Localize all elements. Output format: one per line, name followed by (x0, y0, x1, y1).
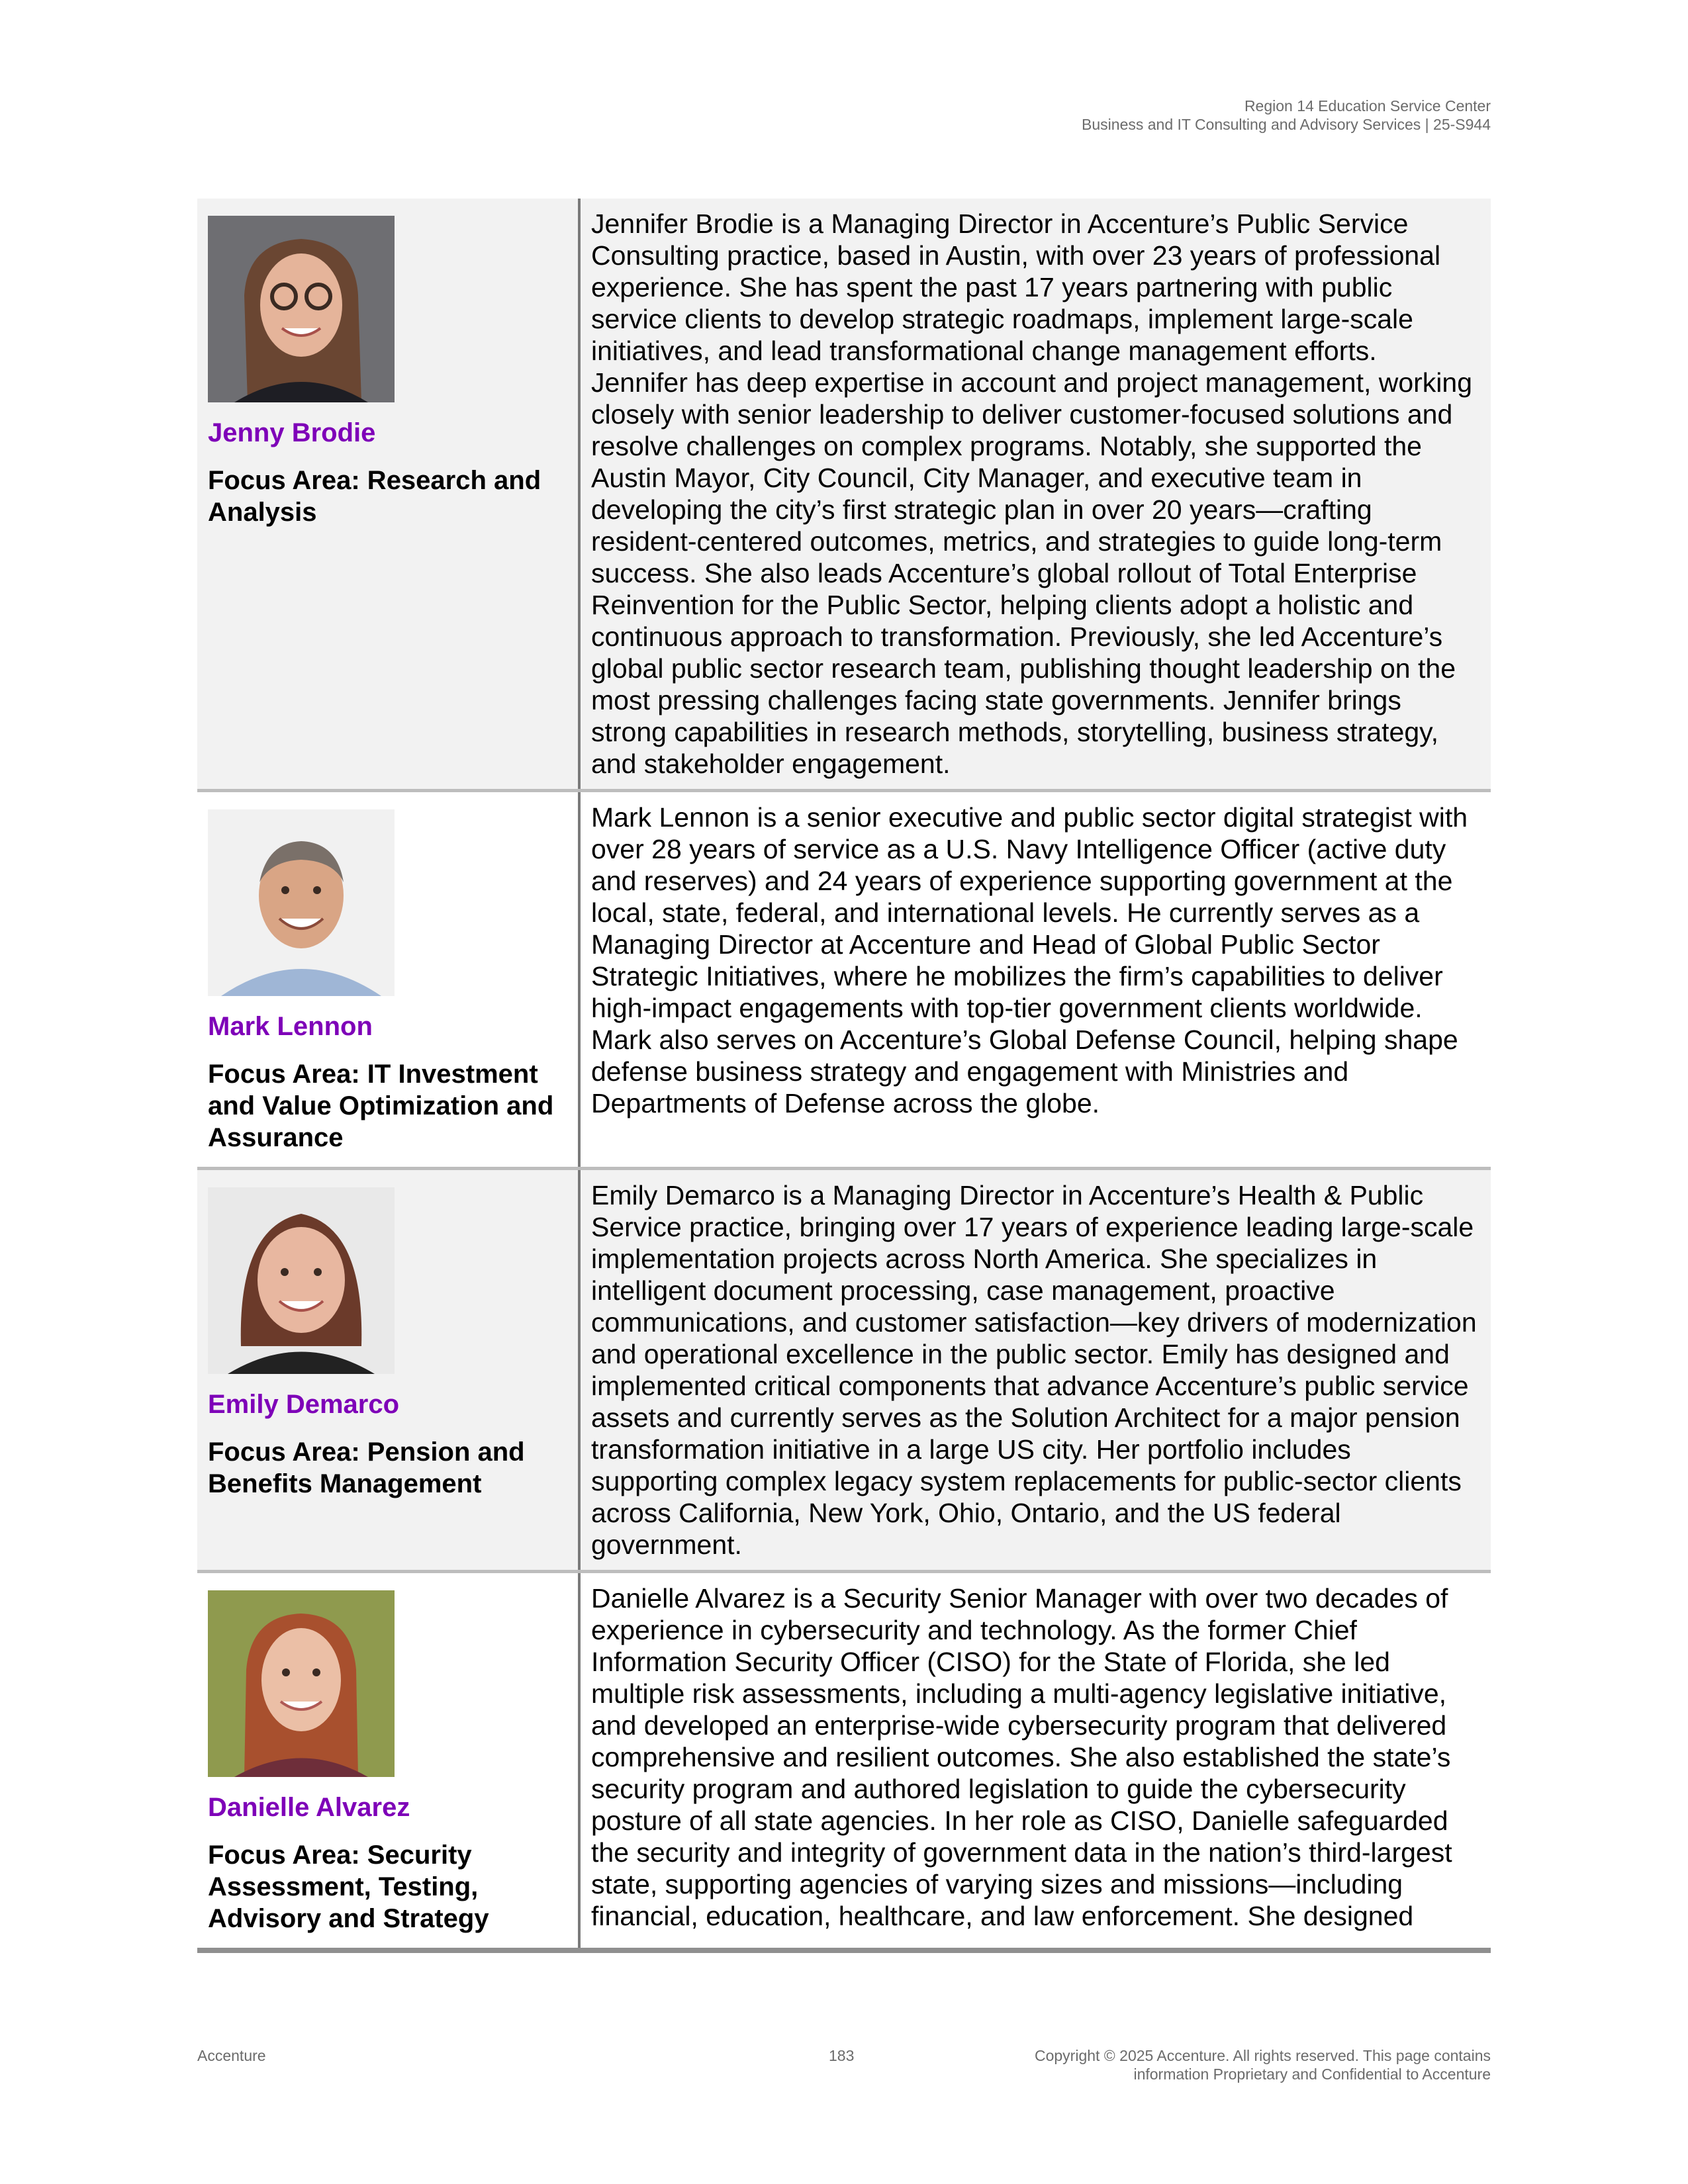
bio-profile-cell (197, 792, 578, 1167)
portrait-image (208, 1187, 395, 1374)
bio-profile-cell (197, 1573, 578, 1948)
person-name: Mark Lennon (208, 1012, 373, 1041)
page-header (1082, 97, 1491, 134)
header-organization: Region 14 Education Service Center (1244, 97, 1491, 114)
copyright-line-1: Copyright © 2025 Accenture. All rights reserved. This page contains (1034, 2047, 1491, 2064)
portrait-photo (208, 1590, 395, 1777)
bio-row (197, 1167, 1491, 1570)
header-project-title: Business and IT Consulting and Advisory Services | 25-S944 (1082, 116, 1491, 133)
bio-row (197, 1570, 1491, 1948)
bio-text: Mark Lennon is a senior executive and public sector digital strategist with over 28 years of service as a U.S. Navy Intelligence Officer (active duty and reserves) and 24 years of experience supporting government at the local, state, federal, and international levels. He currently serves as a Managing Director at Accenture and Head of Global Public Sector Strategic Initiatives, where he mobilizes the firm’s capabilities to deliver high-impact engagements with top-tier government clients worldwide. Mark also serves on Accenture’s Global Defense Council, helping shape defense business strategy and engagement with Ministries and Departments of Defense across the globe. (578, 792, 1491, 1167)
portrait-image (208, 216, 395, 402)
footer-company: Accenture (197, 2047, 266, 2064)
page-number: 183 (829, 2047, 855, 2064)
focus-area: Focus Area: Pension and Benefits Management (208, 1437, 525, 1498)
person-name: Danielle Alvarez (208, 1793, 410, 1822)
bio-table (197, 199, 1491, 1953)
focus-area: Focus Area: Security Assessment, Testing, Advisory and Strategy (208, 1841, 489, 1933)
portrait-photo (208, 809, 395, 996)
bio-text: Danielle Alvarez is a Security Senior Manager with over two decades of experience in cybersecurity and technology. As the former Chief Information Security Officer (CISO) for the State of Florida, she led multiple risk assessments, including a multi-agency legislative initiative, and developed an enterprise-wide cybersecurity program that delivered comprehensive and resilient outcomes. She also established the state’s security program and authored legislation to guide the cybersecurity posture of all state agencies. In her role as CISO, Danielle safeguarded the security and integrity of government data in the nation’s third-largest state, supporting agencies of varying sizes and missions—including financial, education, healthcare, and law enforcement. She designed (578, 1573, 1491, 1948)
focus-area: Focus Area: IT Investment and Value Optimization and Assurance (208, 1060, 554, 1152)
portrait-image (208, 1590, 395, 1777)
portrait-image (208, 809, 395, 996)
portrait-photo (208, 216, 395, 402)
portrait-photo (208, 1187, 395, 1374)
bio-row (197, 789, 1491, 1167)
person-name: Jenny Brodie (208, 418, 376, 447)
bio-text: Jennifer Brodie is a Managing Director in Accenture’s Public Service Consulting practice, based in Austin, with over 23 years of professional experience. She has spent the past 17 years partnering with public service clients to develop strategic roadmaps, implement large-scale initiatives, and lead transformational change management efforts. Jennifer has deep expertise in account and project management, working closely with senior leadership to deliver customer-focused solutions and resolve challenges on complex programs. Notably, she supported the Austin Mayor, City Council, City Manager, and executive team in developing the city’s first strategic plan in over 20 years—crafting resident-centered outcomes, metrics, and strategies to guide long-term success. She also leads Accenture’s global rollout of Total Enterprise Reinvention for the Public Sector, helping clients adopt a holistic and continuous approach to transformation. Previously, she led Accenture’s global public sector research team, publishing thought leadership on the most pressing challenges facing state governments. Jennifer brings strong capabilities in research methods, storytelling, business strategy, and stakeholder engagement. (578, 199, 1491, 789)
bio-profile-cell (197, 199, 578, 789)
focus-area: Focus Area: Research and Analysis (208, 466, 541, 527)
bio-profile-cell (197, 1170, 578, 1570)
copyright-line-2: information Proprietary and Confidential to Accenture (1133, 2066, 1491, 2083)
person-name: Emily Demarco (208, 1390, 400, 1419)
bio-text: Emily Demarco is a Managing Director in Accenture’s Health & Public Service practice, bringing over 17 years of experience leading large-scale implementation projects across North America. She specializes in intelligent document processing, case management, proactive communications, and customer satisfaction—key drivers of modernization and operational excellence in the public sector. Emily has designed and implemented critical components that advance Accenture’s public service assets and currently serves as the Solution Architect for a major pension transformation initiative in a large US city. Her portfolio includes supporting complex legacy system replacements for public-sector clients across California, New York, Ohio, Ontario, and the US federal government. (578, 1170, 1491, 1570)
bio-row (197, 199, 1491, 789)
footer-copyright (1035, 2046, 1491, 2083)
